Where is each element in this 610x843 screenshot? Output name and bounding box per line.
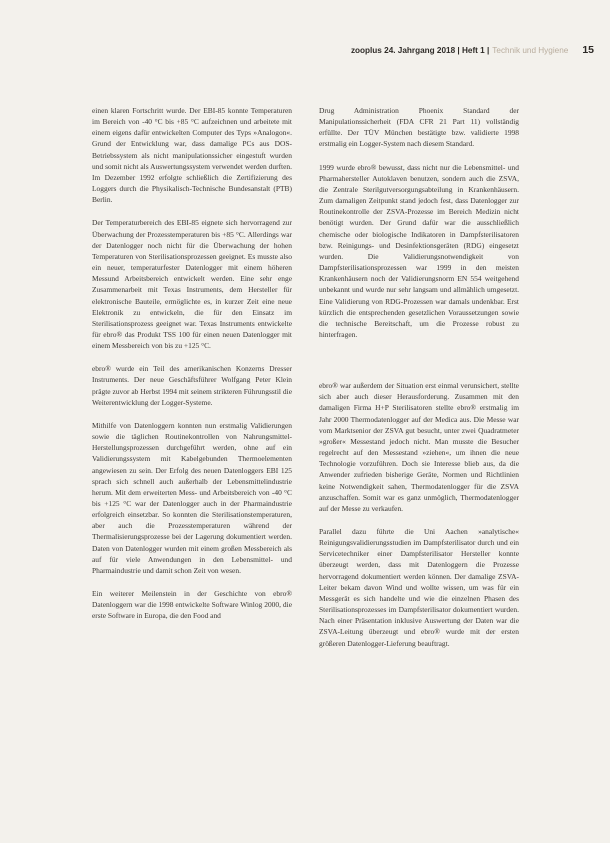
paragraph: Mithilfe von Datenloggern konnten nun erstmalig Validierungen sowie die täglichen Routinekontrollen von Nahrungsmittel-Herstellungsprozessen durchgeführt werden, ohne auf ein Validierungssystem mit Kabelgebunden Thermoelementen angewiesen zu sein. Der Erfolg des neuen Datenloggers EBI 125 sprach sich schnell auch außerhalb der Lebensmittelindustrie herum. Mit dem erweiterten Mess- und Arbeitsbereich von -40 °C bis +125 °C war der Datenlogger auch in der Pharmaindustrie erfolgreich einsetzbar. So konnten die Sterilisationstemperaturen, aber auch die Prozesstemperaturen während der Thermalisierungsprozesse bei der Lagerung dokumentiert werden. Daten von Datenlogger wurden mit einem großen Messbereich als auf für viele Anwendungen in den Lebensmittel- und Pharmaindustrie und damit schon Zeit von wesen. <box>92 420 292 575</box>
paragraph: Der Temperaturbereich des EBI-85 eignete sich hervorragend zur Überwachung der Prozesstemperaturen bis +85 °C. Allerdings war der Datenlogger noch nicht für die Überwachung der hohen Temperaturen von Sterilisationsprozessen geeignet. Es musste also ein neuer, temperaturfester Datenlogger mit einem höheren Messund Arbeitsbereich entwickelt werden. Eine sehr enge Zusammenarbeit mit Texas Instruments, dem Hersteller für elektronische Bauteile, ermöglichte es, in kurzer Zeit eine neue Elektronik zu entwickeln, die für den Einsatz im Sterilisationsprozess geeignet war. Texas Instruments entwickelte für ebro® das Produkt TSS 100 für einen neuen Datenlogger mit einem Messbereich von bis zu +125 °C. <box>92 218 292 351</box>
paragraph: einen klaren Fortschritt wurde. Der EBI-85 konnte Temperaturen im Bereich von -40 °C bis +85 °C aufzeichnen und arbeitete mit einem eigens dafür entwickelten Computer des Typs »Analogon«. Grund der Entwicklung war, dass damalige PCs aus DOS-Betriebssystem als nicht manipulationssicher eingestuft wurden und somit nicht als Auswertungssystem verwendet werden durften. Im Dezember 1992 erfolgte schließlich die Zertifizierung des Loggers durch die Physikalisch-Technische Bundesanstalt (PTB) Berlin. <box>92 106 292 205</box>
paragraph: ebro® war außerdem der Situation erst einmal verunsichert, stellte sich aber auch dieser Herausforderung. Zusammen mit den damaligen Firma H+P Sterilisatoren stellte ebro® erstmalig im Jahr 2000 Thermodatenlogger auf der Medica aus. Die Messe war vom Marktsenior der ZSVA gut besucht, unter zwei Quadratmeter »großer« Messestand jedoch nicht. Man musste die Besucher regelrecht auf den Messestand »ziehen«, um ihnen die neue Technologie vorzuführen. Doch sie Interesse blieb aus, da die Anwender zufrieden bisherige Geräte, Normen und Richtlinien keine Notwendigkeit sahen, Thermodatenlogger für die ZSVA anzuschaffen. Somit war es ganz unmöglich, Thermodatenlogger auf der Messe zu verkaufen. <box>319 381 519 513</box>
paragraph: Parallel dazu führte die Uni Aachen »analytische« Reinigungsvalidierungsstudien im Dampfsterilisator durch und ein Servicetechniker einer Dampfsterilisator Hersteller konnte überzeugt werden, dass mit Datenloggern die Prozesse hervorragend dokumentiert werden können. Der damalige ZSVA-Leiter bekam davon Wind und wollte wissen, um was für ein Messgerät es sich handelte und wie die einzelnen Phasen des Sterilisationsprozesses im Dampfsterilisator dokumentiert wurden. Nach einer Präsentation inklusive Auswertung der Daten war die ZSVA-Leitung überzeugt und ebro® wurde mit der ersten größeren Datenlogger-Lieferung beauftragt. <box>319 527 519 648</box>
paragraph: ebro® wurde ein Teil des amerikanischen Konzerns Dresser Instruments. Der neue Geschäftsführer Wolfgang Peter Klein prägte zuvor ab Herbst 1994 mit seinem strikteren Führungsstil die Weiterentwicklung der Logger-Systeme. <box>92 364 292 407</box>
left-column <box>92 105 292 634</box>
section-title: Technik und Hygiene <box>492 46 569 55</box>
running-header <box>351 44 594 56</box>
journal-issue: zooplus 24. Jahrgang 2018 | Heft 1 | <box>350 46 490 55</box>
paragraph: 1999 wurde ebro® bewusst, dass nicht nur die Lebensmittel- und Pharmahersteller Autoklaven benutzen, sondern auch die ZSVA, die Zentrale Sterilgutversorgungsabteilung in Krankenhäusern. Zum damaligen Zeitpunkt stand jedoch fest, dass Datenlogger zur Routinekontrolle der ZSVA-Prozesse im Bereich Medizin nicht benötigt wurden. Der Grund dafür war die ausschließlich chemische oder biologische Indikatoren in Dampfsterilisatoren bzw. Reinigungs- und Desinfektionsgeräten (RDG) eingesetzt wurden. Die Validierungsnotwendigkeit von Dampfsterilisationsprozessen war 1999 in den meisten Krankenhäusern noch der Validierungsnorm EN 554 weitgehend unbekannt und wurde nur sehr langsam und allmählich umgesetzt. Eine Validierung von RDG-Prozessen war damals undenkbar. Erst kürzlich die entsprechenden gesetzlichen Voraussetzungen sowie die technische Bereitschaft, um die Prozesse robust zu hinterfragen. <box>319 162 519 339</box>
paragraph: Ein weiterer Meilenstein in der Geschichte von ebro® Datenloggern war die 1998 entwickelte Software Winlog 2000, die erste Software in Europa, die den Food and <box>92 589 292 621</box>
paragraph: Drug Administration Phoenix Standard der Manipulationssicherheit (FDA CFR 21 Part 11) vollständig erfüllte. Der TÜV München bestätigte bzw. validierte 1998 erstmalig ein Logger-System nach diesem Standard. <box>319 106 519 149</box>
page-number: 15 <box>582 44 594 56</box>
right-column <box>319 105 519 661</box>
